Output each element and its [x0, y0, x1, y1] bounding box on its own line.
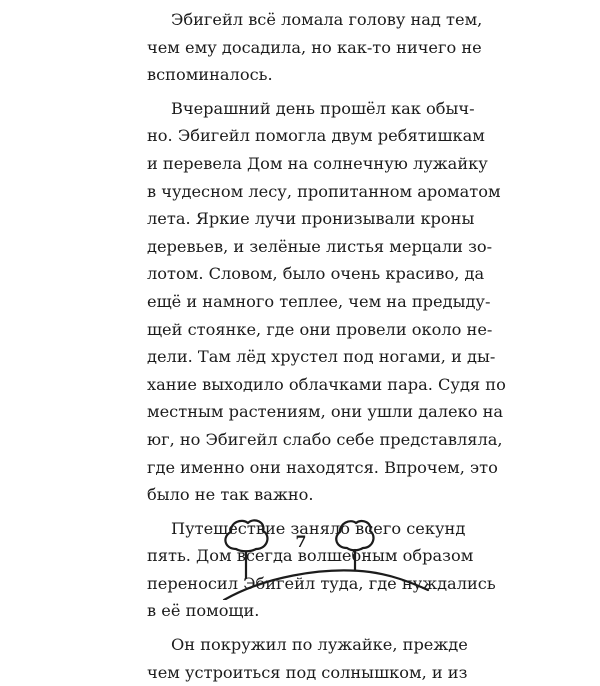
text-line: хание выходило облачками пара. Судя по [147, 374, 506, 394]
text-line: дели. Там лёд хрустел под ногами, и ды- [147, 347, 496, 367]
text-line: Вчерашний день прошёл как обыч- [171, 98, 475, 118]
text-line: в её помощи. [147, 601, 260, 621]
text-line: пять. Дом всегда волшебным образом [147, 546, 474, 566]
text-line: щей стоянке, где они провели около не- [147, 319, 493, 339]
body-text [147, 6, 506, 686]
text-line: лотом. Словом, было очень красиво, да [147, 264, 485, 284]
text-line: чем ему досадила, но как-то ничего не [147, 37, 482, 57]
text-line: Путешествие заняло всего секунд [171, 518, 466, 538]
text-line: деревьев, и зелёные листья мерцали зо- [147, 236, 493, 256]
text-line: ещё и намного теплее, чем на предыду- [147, 291, 491, 311]
text-line: но. Эбигейл помогла двум ребятишкам [147, 126, 485, 146]
text-line: местным растениям, они ушли далеко на [147, 402, 504, 422]
text-line: юг, но Эбигейл слабо себе представляла, [147, 429, 503, 449]
text-line: переносил Эбигейл туда, где нуждались [147, 573, 496, 593]
text-line: чем устроиться под солнышком, и из [147, 662, 468, 682]
text-line: и перевела Дом на солнечную лужайку [147, 153, 488, 173]
text-line: Он покружил по лужайке, прежде [171, 635, 468, 655]
text-line: вспоминалось. [147, 65, 273, 85]
text-line: в чудесном лесу, пропитанном ароматом [147, 181, 501, 201]
text-line: где именно они находятся. Впрочем, это [147, 457, 498, 477]
page-number: 7 [295, 532, 307, 551]
text-line: Эбигейл всё ломала голову над тем, [171, 10, 483, 29]
text-line: лета. Яркие лучи пронизывали кроны [147, 209, 475, 229]
text-line: было не так важно. [147, 485, 314, 505]
